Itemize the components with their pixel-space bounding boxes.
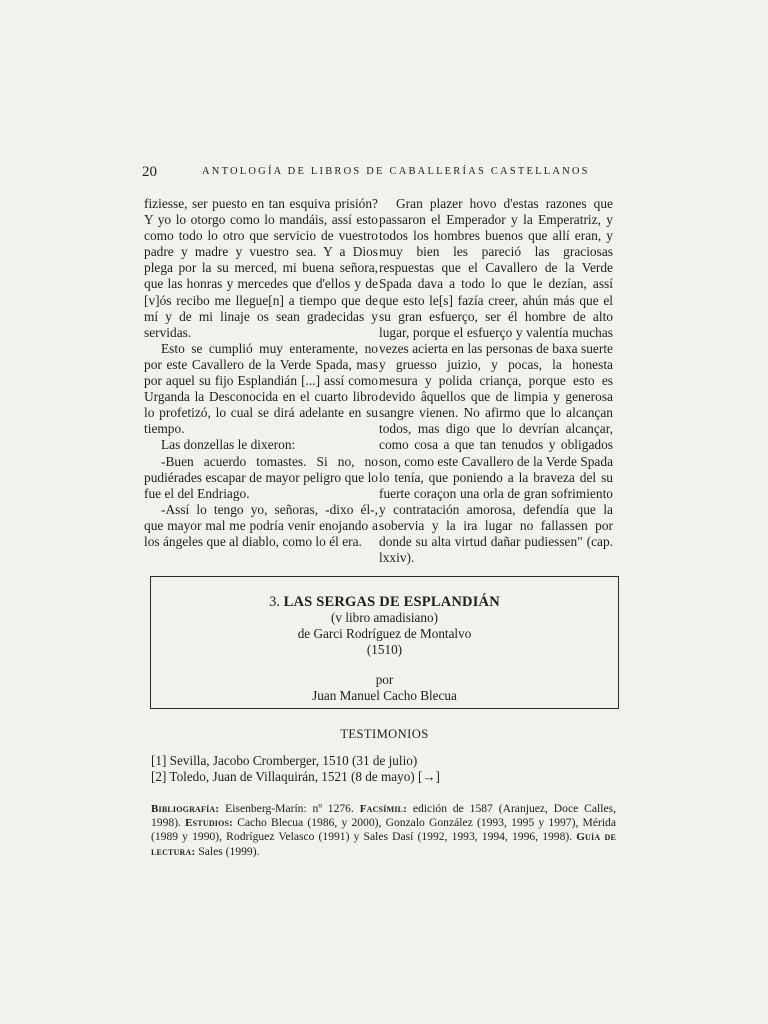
work-title-text: LAS SERGAS DE ESPLANDIÁN <box>283 594 500 610</box>
by-label: por <box>375 672 394 687</box>
testimonios-heading: TESTIMONIOS <box>340 727 429 741</box>
work-subtitle: (v libro amadisiano) <box>331 610 438 625</box>
work-title <box>151 594 618 610</box>
list-item: [1] Sevilla, Jacobo Cromberger, 1510 (31 de julio) <box>151 753 418 768</box>
page-number: 20 <box>142 164 157 180</box>
running-title: ANTOLOGÍA DE LIBROS DE CABALLERÍAS CASTELLANOS <box>202 166 590 177</box>
facsimile-label: Facsímil: <box>359 803 408 815</box>
reading-guide-label: Guía de lectura: <box>151 831 616 858</box>
bibliography-label: Bibliografía: <box>151 803 220 815</box>
work-number: 3. <box>269 594 280 610</box>
paragraph: Gran plazer hovo d'estas razones que passaron el Emperador y la Emperatriz, y todos los hombres buenos que allí eran, y muy bien les pareció las graciosas respuestas que el Cavallero de la Verde Spada dava a todo lo que le dezían, assí que esto le[s] fazía creer, ahún más que el su gran esfuerço, ser él hombre de alto lugar, porque el esfuerço y valentía muchas vezes acierta en las personas de baxa suerte y gruesso juizio, y pocas, la honesta mesura y polida criança, porque esto es devido âquellos que de limpia y generosa sangre vienen. No afirmo que lo alcançan todos, mas digo que lo devrían alcançar, como cosa a que tan tenudos y obligados son, como este Cavallero de la Verde Spada lo tenía, que poniendo a la braveza del su fuerte coraçon una orla de gran sofrimiento y contratación amorosa, defendía que la sobervia y la ira lugar no fallassen por donde su alta virtud dañar pudiessen" (cap. lxxiv). <box>379 196 614 566</box>
paragraph: Esto se cumplió muy enteramente, no por este Cavallero de la Verde Spada, mas por aquel su fijo Esplandián [...] assí como Urganda la Desconocida en el cuarto libro lo profetizó, lo cual se dirá adelante en su tiempo. <box>144 340 378 437</box>
list-item: [2] Toledo, Juan de Villaquirán, 1521 (8 de mayo) [→] <box>151 769 440 784</box>
paragraph: Las donzellas le dixeron: <box>161 437 296 453</box>
paragraph: fiziesse, ser puesto en tan esquiva prisión? Y yo lo otorgo como lo mandáis, assí esto como todo lo otro que servicio de vuestro padre y madre y vuestro sea. Y a Dios plega por la su merced, mi buena señora, que las honras y mercedes que d'ellos y de [v]ós recibo me llegue[n] a tiempo que de mí y de mi linaje os sean gradecidas y servidas. <box>144 196 378 340</box>
bibliography <box>151 802 616 859</box>
facsimile-text: edición de 1587 (Aranjuez, Doce Calles, 1998). <box>151 802 616 830</box>
running-header <box>142 164 626 184</box>
work-author: de Garci Rodríguez de Montalvo <box>297 626 472 641</box>
editor-name: Juan Manuel Cacho Blecua <box>312 688 457 703</box>
paragraph: -Buen acuerdo tomastes. Si no, no pudiérades escapar de mayor peligro que lo fue el del Endriago. <box>144 453 378 501</box>
bibliography-text: Eisenberg-Marín: nº 1276. <box>219 802 360 815</box>
testimonios-list <box>151 753 621 785</box>
reading-guide-text: Sales (1999). <box>195 844 260 858</box>
left-column <box>144 196 378 550</box>
studies-text: Cacho Blecua (1986, y 2000), Gonzalo González (1993, 1995 y 1997), Mérida (1989 y 1990), Rodríguez Velasco (1991) y Sales Dasí (1992, 1993, 1994, 1996, 1998). <box>151 816 616 844</box>
work-year: (1510) <box>366 642 403 657</box>
paragraph: -Assí lo tengo yo, señoras, -dixo él-, que mayor mal me podría venir enojando a los ángeles que al diablo, como lo él era. <box>144 501 378 549</box>
studies-label: Estudios: <box>185 817 234 830</box>
right-column <box>379 196 613 566</box>
work-title-box <box>150 576 619 709</box>
